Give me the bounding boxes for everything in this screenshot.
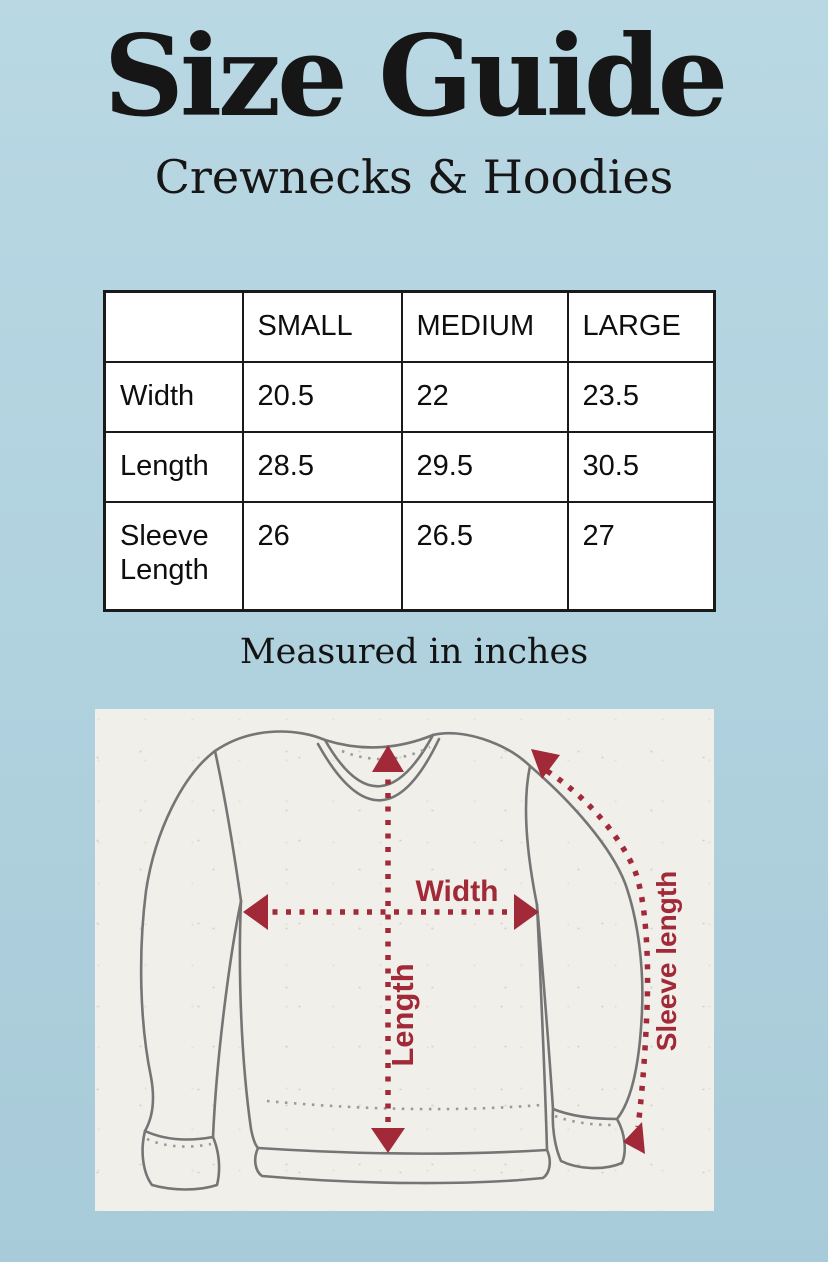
- size-table: [103, 290, 716, 612]
- table-row-length: [105, 432, 715, 502]
- row-label-sleeve-length: Sleeve Length: [105, 502, 243, 611]
- width-medium-value: 22: [402, 362, 568, 432]
- width-large-value: 23.5: [568, 362, 715, 432]
- sleeve-arrow-top-icon: [531, 749, 560, 779]
- header-cell-large: LARGE: [568, 292, 715, 362]
- length-arrow-down-icon: [371, 1128, 405, 1153]
- sleeve-medium-value: 26.5: [402, 502, 568, 611]
- length-medium-value: 29.5: [402, 432, 568, 502]
- neckline: [325, 735, 433, 747]
- left-wrist-seam: [145, 1131, 213, 1139]
- hem-top-seam: [258, 1148, 547, 1154]
- table-row-width: [105, 362, 715, 432]
- body-right-side: [537, 905, 547, 1150]
- width-small-value: 20.5: [243, 362, 402, 432]
- sleeve-measure-line: [547, 771, 648, 1127]
- sweatshirt-diagram-svg: [95, 709, 714, 1211]
- table-row-sleeve-length: [105, 502, 715, 611]
- sleeve-small-value: 26: [243, 502, 402, 611]
- width-arrow-left-icon: [243, 894, 268, 930]
- right-armhole: [526, 766, 537, 905]
- sleeve-large-value: 27: [568, 502, 715, 611]
- body-left-side: [240, 901, 258, 1148]
- page-subtitle: Crewnecks & Hoodies: [154, 150, 674, 204]
- hem-stitch-line: [267, 1101, 541, 1109]
- header-cell-empty: [105, 292, 243, 362]
- left-shoulder-sleeve-outer: [141, 731, 325, 1131]
- row-label-length: Length: [105, 432, 243, 502]
- sweatshirt-outline: [141, 731, 642, 1189]
- measurement-annotations: [243, 745, 682, 1154]
- measurement-diagram: [95, 709, 714, 1211]
- left-sleeve-inner: [213, 901, 241, 1137]
- length-small-value: 28.5: [243, 432, 402, 502]
- header-cell-medium: MEDIUM: [402, 292, 568, 362]
- right-wrist-seam: [553, 1109, 617, 1119]
- page-title: Size Guide: [103, 12, 725, 142]
- units-note: Measured in inches: [239, 632, 589, 672]
- width-label: Width: [415, 875, 499, 908]
- left-armhole: [215, 751, 241, 901]
- length-large-value: 30.5: [568, 432, 715, 502]
- row-label-width: Width: [105, 362, 243, 432]
- length-arrow-up-icon: [372, 745, 404, 772]
- table-header-row: [105, 292, 715, 362]
- length-label: Length: [385, 963, 420, 1067]
- sleeve-length-label: Sleeve length: [651, 870, 682, 1052]
- header-cell-small: SMALL: [243, 292, 402, 362]
- sleeve-arrow-bottom-icon: [623, 1122, 645, 1154]
